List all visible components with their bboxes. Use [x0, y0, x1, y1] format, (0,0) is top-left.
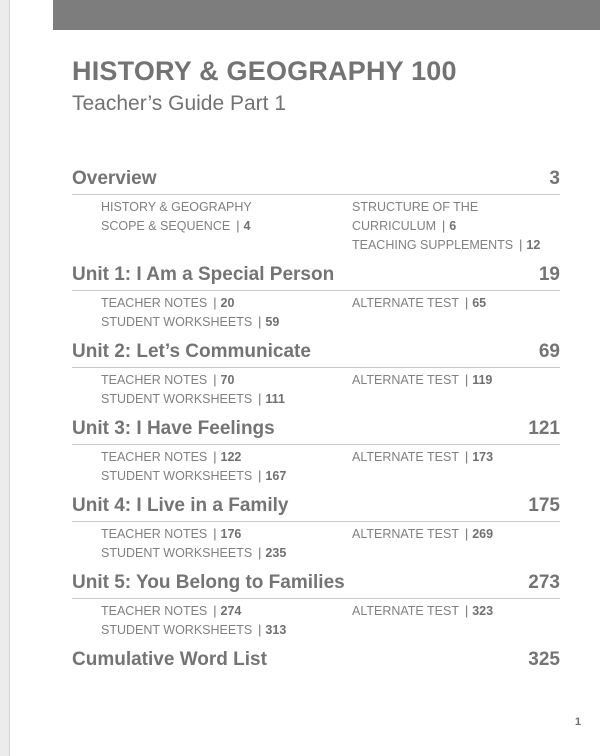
document-title: HISTORY & GEOGRAPHY 100 — [72, 56, 457, 86]
toc-entry — [101, 467, 286, 486]
toc-entry — [101, 198, 252, 217]
toc-entry-separator: | — [442, 219, 446, 233]
toc-section-page: 19 — [538, 264, 560, 285]
toc-section — [72, 166, 560, 255]
toc-entry-page: 167 — [265, 469, 287, 483]
toc-entry — [101, 313, 279, 332]
toc-entry-separator: | — [258, 392, 262, 406]
toc-entry-separator: | — [258, 546, 262, 560]
toc-entry-column-right — [352, 371, 492, 390]
toc-section-heading — [72, 570, 560, 599]
toc-entry-label: TEACHER NOTES — [101, 604, 208, 618]
toc-section-page: 175 — [528, 495, 560, 516]
toc-entry — [352, 294, 486, 313]
toc-entry-page: 122 — [220, 450, 242, 464]
toc-entry-page: 119 — [472, 373, 493, 387]
toc-entry — [352, 525, 493, 544]
toc-entry-separator: | — [213, 527, 217, 541]
toc-entry-label: STUDENT WORKSHEETS — [101, 546, 253, 560]
toc-entry — [352, 236, 540, 255]
toc-entry-separator: | — [213, 296, 217, 310]
toc-section-title: Unit 1: I Am a Special Person — [72, 264, 335, 285]
toc-section-page: 3 — [549, 168, 560, 189]
toc-entry — [101, 525, 286, 544]
toc-section-page: 69 — [538, 341, 560, 362]
toc-entry-separator: | — [258, 469, 262, 483]
toc-entry — [352, 448, 493, 467]
toc-entry-separator: | — [464, 296, 469, 310]
toc-entry-label: CURRICULUM — [352, 219, 437, 233]
toc-entry-separator: | — [464, 373, 469, 387]
toc-entry-column-left — [101, 198, 252, 236]
page-edge — [0, 0, 10, 756]
toc-entry — [352, 198, 540, 217]
toc-entry-page: 269 — [472, 527, 494, 541]
toc-section — [72, 262, 560, 332]
toc-section-entries — [72, 371, 560, 409]
toc-section — [72, 570, 560, 640]
toc-entry-separator: | — [213, 450, 217, 464]
toc-entry-page: 111 — [265, 392, 285, 406]
toc-section-page: 273 — [528, 572, 560, 593]
toc-entry-column-right — [352, 198, 540, 255]
toc-section — [72, 416, 560, 486]
document-subtitle: Teacher’s Guide Part 1 — [72, 92, 287, 115]
toc-entry-page: 65 — [472, 296, 487, 310]
toc-entry — [101, 294, 279, 313]
toc-entry-column-right — [352, 294, 486, 313]
toc-section-title: Unit 4: I Live in a Family — [72, 495, 289, 516]
toc-entry-label: ALTERNATE TEST — [352, 527, 459, 541]
toc-entry — [352, 217, 540, 236]
toc-entry-separator: | — [213, 373, 217, 387]
toc-entry-label: TEACHING SUPPLEMENTS — [352, 238, 514, 252]
toc-entry-label: SCOPE & SEQUENCE — [101, 219, 231, 233]
toc-entry-label: ALTERNATE TEST — [352, 296, 459, 310]
toc-section-heading — [72, 166, 560, 195]
toc-entry-column-left — [101, 448, 286, 486]
toc-entry — [101, 371, 285, 390]
toc-entry-label: ALTERNATE TEST — [352, 373, 459, 387]
toc-entry — [352, 371, 492, 390]
header-bar — [53, 0, 600, 30]
toc-entry — [101, 448, 286, 467]
toc-entry-label: STUDENT WORKSHEETS — [101, 315, 253, 329]
toc-entry — [101, 544, 286, 563]
toc-entry-page: 323 — [472, 604, 494, 618]
toc-entry-label: TEACHER NOTES — [101, 527, 208, 541]
toc-entry-label: STUDENT WORKSHEETS — [101, 392, 253, 406]
toc-entry-column-left — [101, 602, 286, 640]
toc-entry-separator: | — [258, 315, 262, 329]
toc-section-title: Unit 5: You Belong to Families — [72, 572, 345, 593]
toc-section — [72, 493, 560, 563]
toc-section-entries — [72, 448, 560, 486]
toc-entry-separator: | — [236, 219, 240, 233]
toc-entry-page: 173 — [472, 450, 494, 464]
toc-section-heading — [72, 647, 560, 675]
toc-entry-column-left — [101, 294, 279, 332]
toc-section-entries — [72, 294, 560, 332]
toc-entry-page: 235 — [265, 546, 287, 560]
toc-entry-column-right — [352, 602, 493, 621]
toc-entry-page: 4 — [243, 219, 251, 233]
toc-entry-separator: | — [464, 604, 469, 618]
toc-entry-page: 176 — [220, 527, 242, 541]
toc-section-entries — [72, 525, 560, 563]
toc-section-entries — [72, 602, 560, 640]
toc-section-heading — [72, 416, 560, 445]
toc-entry — [352, 602, 493, 621]
page-number: 1 — [575, 716, 582, 728]
toc-entry-page: 274 — [220, 604, 242, 618]
toc-section-title: Cumulative Word List — [72, 649, 267, 670]
toc-entry-column-right — [352, 448, 493, 467]
toc-section-entries — [72, 198, 560, 255]
toc-entry — [101, 621, 286, 640]
toc-entry — [101, 390, 285, 409]
toc-entry-label: STUDENT WORKSHEETS — [101, 623, 253, 637]
toc-entry-label: HISTORY & GEOGRAPHY — [101, 200, 252, 214]
toc-entry-label: TEACHER NOTES — [101, 296, 208, 310]
toc-entry-column-left — [101, 525, 286, 563]
toc-section-heading — [72, 493, 560, 522]
toc-section-heading — [72, 339, 560, 368]
toc-entry-column-left — [101, 371, 285, 409]
toc-entry-separator: | — [464, 527, 469, 541]
toc-section-title: Overview — [72, 168, 157, 189]
toc-entry-label: TEACHER NOTES — [101, 450, 208, 464]
toc-entry-label: STUDENT WORKSHEETS — [101, 469, 253, 483]
toc-section-title: Unit 2: Let’s Communicate — [72, 341, 311, 362]
toc-entry-page: 313 — [265, 623, 287, 637]
toc-entry — [101, 217, 252, 236]
toc-entry-page: 70 — [220, 373, 235, 387]
toc-section-title: Unit 3: I Have Feelings — [72, 418, 275, 439]
toc-entry-page: 6 — [449, 219, 457, 233]
toc-section-page: 325 — [528, 649, 560, 670]
toc-entry-label: ALTERNATE TEST — [352, 450, 459, 464]
toc-entry-separator: | — [258, 623, 262, 637]
toc-entry-column-right — [352, 525, 493, 544]
toc-entry-label: ALTERNATE TEST — [352, 604, 459, 618]
toc-entry-label: STRUCTURE OF THE — [352, 200, 479, 214]
toc-section-page: 121 — [528, 418, 560, 439]
toc-entry — [101, 602, 286, 621]
toc-entry-separator: | — [213, 604, 217, 618]
toc-section — [72, 339, 560, 409]
toc-section — [72, 647, 560, 675]
toc-entry-separator: | — [519, 238, 523, 252]
toc-section-heading — [72, 262, 560, 291]
toc-entry-page: 59 — [265, 315, 280, 329]
toc-entry-page: 20 — [220, 296, 235, 310]
toc-entry-page: 12 — [526, 238, 541, 252]
table-of-contents — [72, 166, 560, 675]
toc-entry-separator: | — [464, 450, 469, 464]
toc-entry-label: TEACHER NOTES — [101, 373, 208, 387]
